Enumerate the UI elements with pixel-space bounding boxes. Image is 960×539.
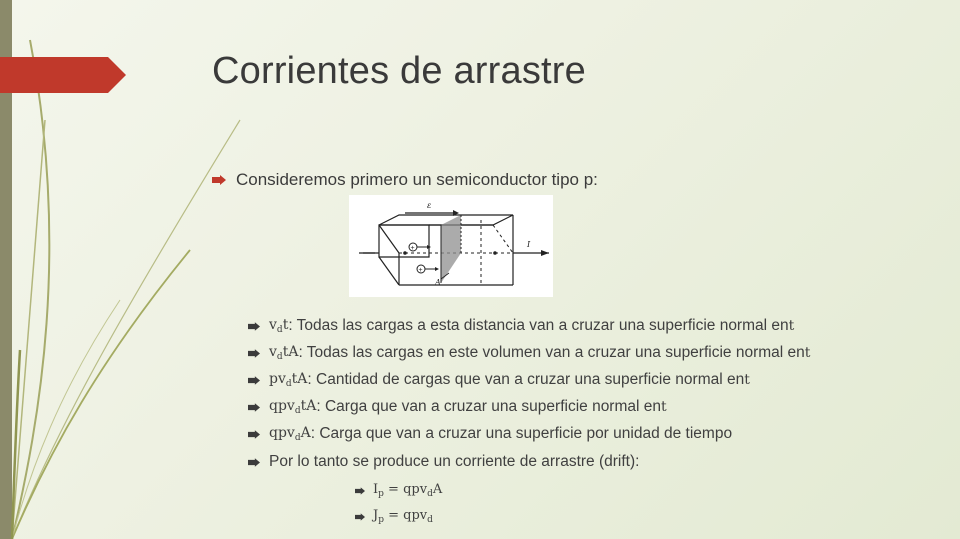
bullet-arrow-icon [355, 487, 365, 495]
bullet-arrow-icon [212, 175, 226, 185]
title-accent-banner [0, 57, 126, 93]
bullet-arrow-icon [248, 349, 260, 358]
equation-current-density: $J_p = qpv_d$ [355, 508, 433, 525]
list-item: Por lo tanto se produce un corriente de arrastre (drift): [248, 453, 639, 471]
bullet-arrow-icon [248, 458, 260, 467]
bullet-arrow-icon [355, 513, 365, 521]
semiconductor-bar-figure [349, 195, 553, 297]
current-label: I [527, 240, 531, 249]
main-bullet [212, 170, 598, 190]
bullet-arrow-icon [248, 403, 260, 412]
list-item: $v_dt$ : Todas las cargas a esta distancia van a cruzar una superficie normal en t [248, 317, 794, 335]
field-label: ε [427, 201, 432, 210]
list-item: qpv$_d$A : Carga que van a cruzar una superficie por unidad de tiempo [248, 425, 732, 443]
equation-current: $I_p = qpv_dA$ [355, 482, 442, 499]
bullet-arrow-icon [248, 376, 260, 385]
area-label: A [435, 278, 441, 287]
slide-title: Corrientes de arrastre [212, 50, 586, 92]
charge-symbol-1: + [410, 245, 415, 252]
bullet-arrow-icon [248, 430, 260, 439]
list-item: $pv_dtA$ : Cantidad de cargas que van a cruzar una superficie normal en t [248, 371, 750, 389]
list-item: qpv$_d$tA : Carga que van a cruzar una superficie normal en t [248, 398, 667, 416]
main-bullet-text: Consideremos primero un semiconductor tipo p: [236, 170, 598, 189]
bullet-arrow-icon [248, 322, 260, 331]
list-item: $v_dtA$ : Todas las cargas en este volumen van a cruzar una superficie normal en t [248, 344, 810, 362]
charge-symbol-2: + [418, 267, 423, 274]
